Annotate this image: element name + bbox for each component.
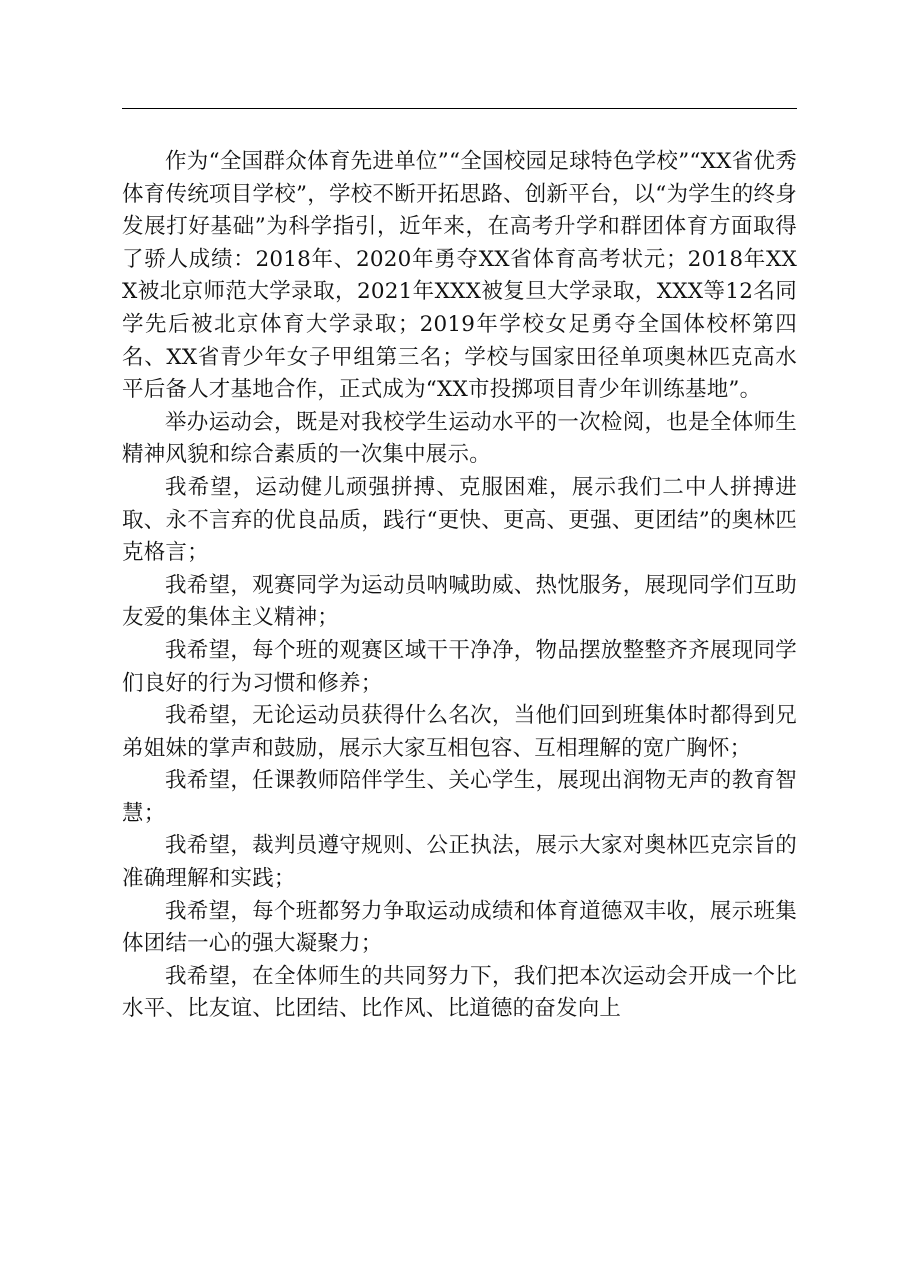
paragraph-achievements: 作为“全国群众体育先进单位”“全国校园足球特色学校”“XX省优秀体育传统项目学校”，学校不断开拓思路、创新平台，以“为学生的终身发展打好基础”为科学指引，近年来，在高考升学和群团体育方面取得了骄人成绩：2018年、2020年勇夺XX省体育高考状元；2018年XXX被北京师范大学录取，2021年XXX被复旦大学录取，XXX等12名同学先后被北京体育大学录取；2019年学校女足勇夺全国体校杯第四名、XX省青少年女子甲组第三名；学校与国家田径单项奥林匹克高水平后备人才基地合作，正式成为“XX市投掷项目青少年训练基地”。 [122,149,797,403]
paragraph-sports-meet-purpose: 举办运动会，既是对我校学生运动水平的一次检阅，也是全体师生精神风貌和综合素质的一次集中展示。 [122,409,797,468]
paragraph-hope-clean-area: 我希望，每个班的观赛区域干干净净，物品摆放整整齐齐展现同学们良好的行为习惯和修养； [122,637,797,696]
paragraph-hope-spectators: 我希望，观赛同学为运动员呐喊助威、热忱服务，展现同学们互助友爱的集体主义精神； [122,572,797,631]
document-body [122,146,797,1026]
paragraph-hope-class-unity: 我希望，每个班都努力争取运动成绩和体育道德双丰收，展示班集体团结一心的强大凝聚力； [122,898,797,957]
paragraph-hope-referees: 我希望，裁判员遵守规则、公正执法，展示大家对奥林匹克宗旨的准确理解和实践； [122,833,797,892]
header-rule [122,108,797,109]
paragraph-hope-joint-effort: 我希望，在全体师生的共同努力下，我们把本次运动会开成一个比水平、比友谊、比团结、比作风、比道德的奋发向上 [122,963,797,1022]
paragraph-hope-athletes: 我希望，运动健儿顽强拼搏、克服困难，展示我们二中人拼搏进取、永不言弃的优良品质，践行“更快、更高、更强、更团结”的奥林匹克格言； [122,474,797,566]
paragraph-hope-teachers: 我希望，任课教师陪伴学生、关心学生，展现出润物无声的教育智慧； [122,768,797,826]
paragraph-hope-encouragement: 我希望，无论运动员获得什么名次，当他们回到班集体时都得到兄弟姐妹的掌声和鼓励，展示大家互相包容、互相理解的宽广胸怀； [122,703,797,761]
